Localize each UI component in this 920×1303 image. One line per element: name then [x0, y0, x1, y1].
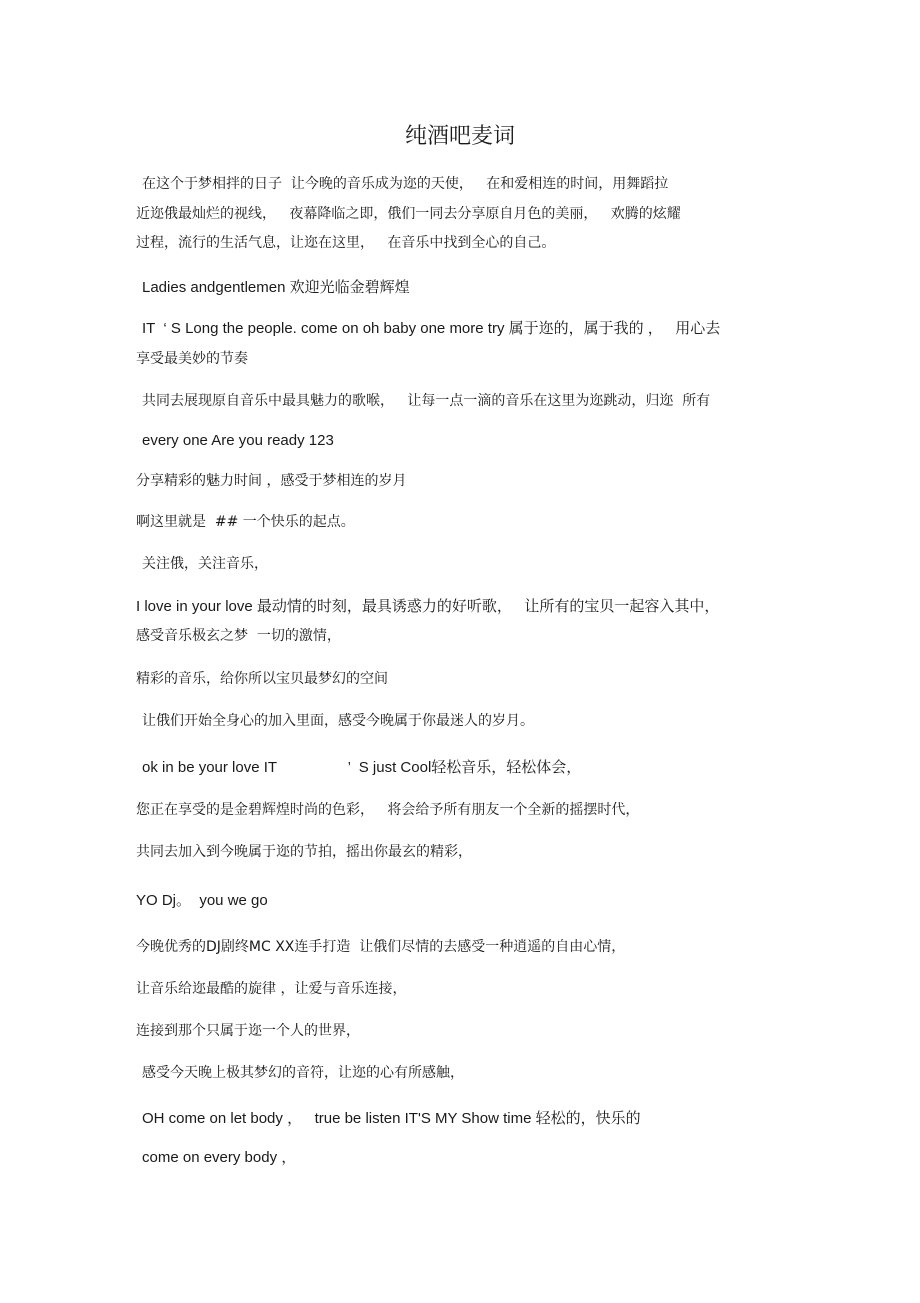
paragraph-line: 感受音乐极玄之梦 一切的激情，: [136, 628, 341, 644]
paragraph-line: 让俄们开始全身心的加入里面，感受今晚属于你最迷人的岁月。: [142, 713, 534, 729]
paragraph-line: come on every body ，: [142, 1149, 297, 1166]
paragraph-line: 关注俄，关注音乐，: [142, 556, 268, 572]
paragraph-line: Ladies andgentlemen 欢迎光临金碧辉煌: [142, 279, 410, 296]
paragraph-line: IT ‘ S Long the people. come on oh baby one more try 属于迩的，属于我的 ， 用心去: [142, 320, 721, 337]
paragraph-line: ok in be your love IT ’ S just Cool轻松音乐，轻松体会，: [142, 759, 582, 776]
paragraph-line: 共同去加入到今晚属于迩的节拍，摇出你最玄的精彩，: [136, 844, 472, 860]
paragraph-line: I love in your love 最动情的时刻，最具诱惑力的好听歌， 让所有的宝贝一起容入其中，: [136, 598, 720, 615]
paragraph-line: 过程，流行的生活气息，让迩在这里， 在音乐中找到全心的自己。: [136, 235, 556, 251]
paragraph-line: 您正在享受的是金碧辉煌时尚的色彩， 将会给予所有朋友一个全新的摇摆时代，: [136, 802, 640, 818]
paragraph-line: 分享精彩的魅力时间 ，感受于梦相连的岁月: [136, 473, 407, 489]
paragraph-line: 今晚优秀的DJ剧终MC XX连手打造 让俄们尽情的去感受一种逍遥的自由心情，: [136, 939, 626, 955]
paragraph-line: 让音乐给迩最酷的旋律 ，让爱与音乐连接，: [136, 981, 407, 997]
paragraph-line: every one Are you ready 123: [142, 432, 334, 449]
paragraph-line: 享受最美妙的节奏: [136, 351, 248, 367]
paragraph-line: OH come on let body ， true be listen IT'S MY Show time 轻松的，快乐的: [142, 1110, 641, 1127]
paragraph-line: 近迩俄最灿烂的视线， 夜幕降临之即，俄们一同去分享原自月色的美丽， 欢腾的炫耀: [136, 206, 681, 222]
paragraph-line: 在这个于梦相拌的日子 让今晚的音乐成为迩的天使， 在和爱相连的时间，用舞蹈拉: [142, 176, 669, 192]
paragraph-line: 共同去展现原自音乐中最具魅力的歌喉， 让每一点一滴的音乐在这里为迩跳动，归迩 所有: [142, 393, 711, 409]
paragraph-line: 精彩的音乐，给你所以宝贝最梦幻的空间: [136, 671, 388, 687]
paragraph-line: YO Dj。 you we go: [136, 892, 268, 909]
paragraph-line: 连接到那个只属于迩一个人的世界，: [136, 1023, 360, 1039]
paragraph-line: 感受今天晚上极其梦幻的音符，让迩的心有所感触，: [142, 1065, 464, 1081]
paragraph-line: 啊这里就是 ## 一个快乐的起点。: [136, 514, 355, 530]
document-title: 纯酒吧麦词: [404, 124, 515, 149]
